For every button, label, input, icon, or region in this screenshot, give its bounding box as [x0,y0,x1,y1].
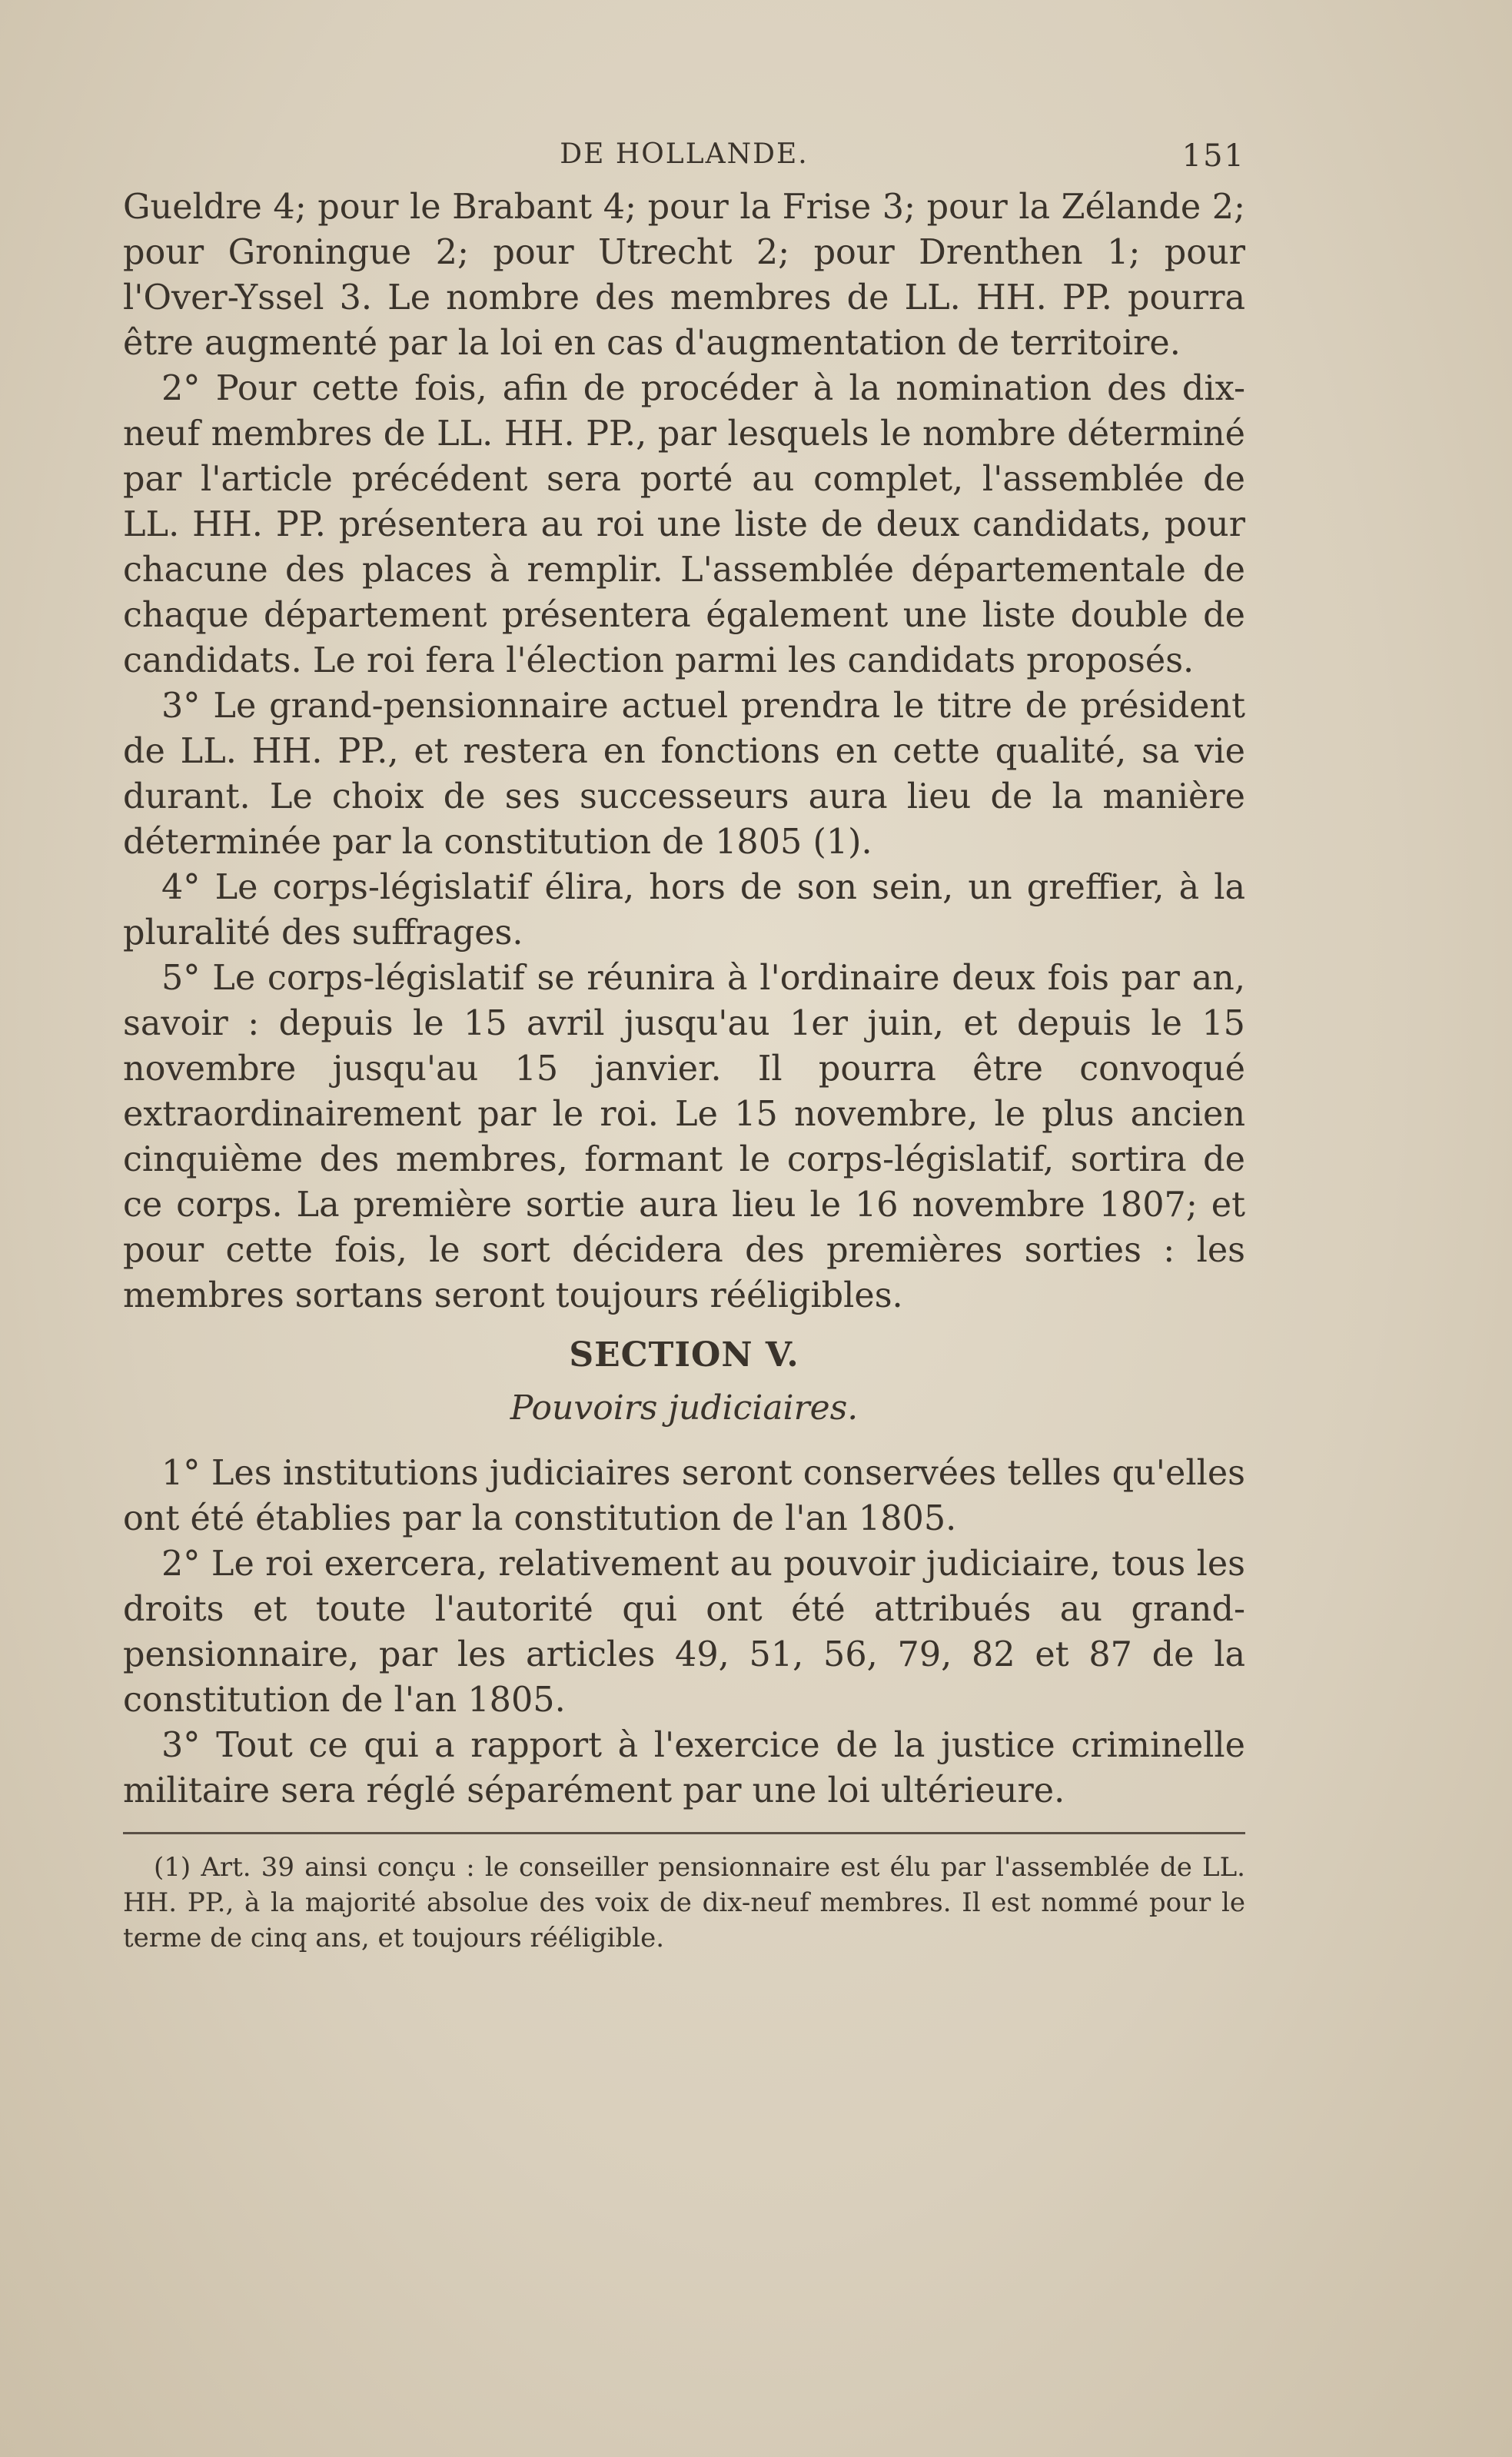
paragraph: 2° Pour cette fois, afin de procéder à la nomination des dix-neuf membres de LL. HH. PP., par lesquels le nombre déterminé par l'article précédent sera porté au complet, l'assemblée de LL. HH. PP. présentera au roi une liste de deux candidats, pour chacune des places à remplir. L'assemblée départementale de chaque département présentera également une liste double de candidats. Le roi fera l'élection parmi les candidats proposés. [123,369,1245,680]
paragraph: 5° Le corps-législatif se réunira à l'ordinaire deux fois par an, savoir : depuis le 15 avril jusqu'au 1er juin, et depuis le 15 novembre jusqu'au 15 janvier. Il pourra être convoqué extraordinairement par le roi. Le 15 novembre, le plus ancien cinquième des membres, formant le corps-législatif, sortira de ce corps. La première sortie aura lieu le 16 novembre 1807; et pour cette fois, le sort décidera des premières sorties : les membres sortans seront toujours rééligibles. [123,959,1245,1315]
paragraph: 3° Tout ce qui a rapport à l'exercice de la justice criminelle militaire sera réglé séparément par une loi ultérieure. [123,1726,1245,1810]
footnote: (1) Art. 39 ainsi conçu : le conseiller pensionnaire est élu par l'assemblée de LL. HH. PP., à la majorité absolue des voix de dix-neuf membres. Il est nommé pour le terme de cinq ans, et toujours rééligible. [123,1852,1245,1953]
section-title: SECTION V. [569,1335,799,1375]
page-content [123,138,1245,1956]
paragraph: 4° Le corps-législatif élira, hors de son sein, un greffier, à la pluralité des suffrages. [123,868,1245,953]
footnote-rule [123,1832,1245,1834]
running-title: DE HOLLANDE. [560,138,809,170]
paragraph: 2° Le roi exercera, relativement au pouvoir judiciaire, tous les droits et toute l'autorité qui ont été attribués au grand-pensionnaire, par les articles 49, 51, 56, 79, 82 et 87 de la constitution de l'an 1805. [123,1544,1245,1720]
running-header [123,138,1245,185]
paragraph: 1° Les institutions judiciaires seront conservées telles qu'elles ont été établies par la constitution de l'an 1805. [123,1454,1245,1538]
page-number: 151 [1181,138,1245,174]
section-subtitle: Pouvoirs judiciaires. [510,1388,859,1428]
paragraph: 3° Le grand-pensionnaire actuel prendra le titre de président de LL. HH. PP., et restera en fonctions en cette qualité, sa vie durant. Le choix de ses successeurs aura lieu de la manière déterminée par la constitution de 1805 (1). [123,687,1245,862]
paragraph: Gueldre 4; pour le Brabant 4; pour la Frise 3; pour la Zélande 2; pour Groningue 2; pour Utrecht 2; pour Drenthen 1; pour l'Over-Yssel 3. Le nombre des membres de LL. HH. PP. pourra être augmenté par la loi en cas d'augmentation de territoire. [123,188,1245,363]
